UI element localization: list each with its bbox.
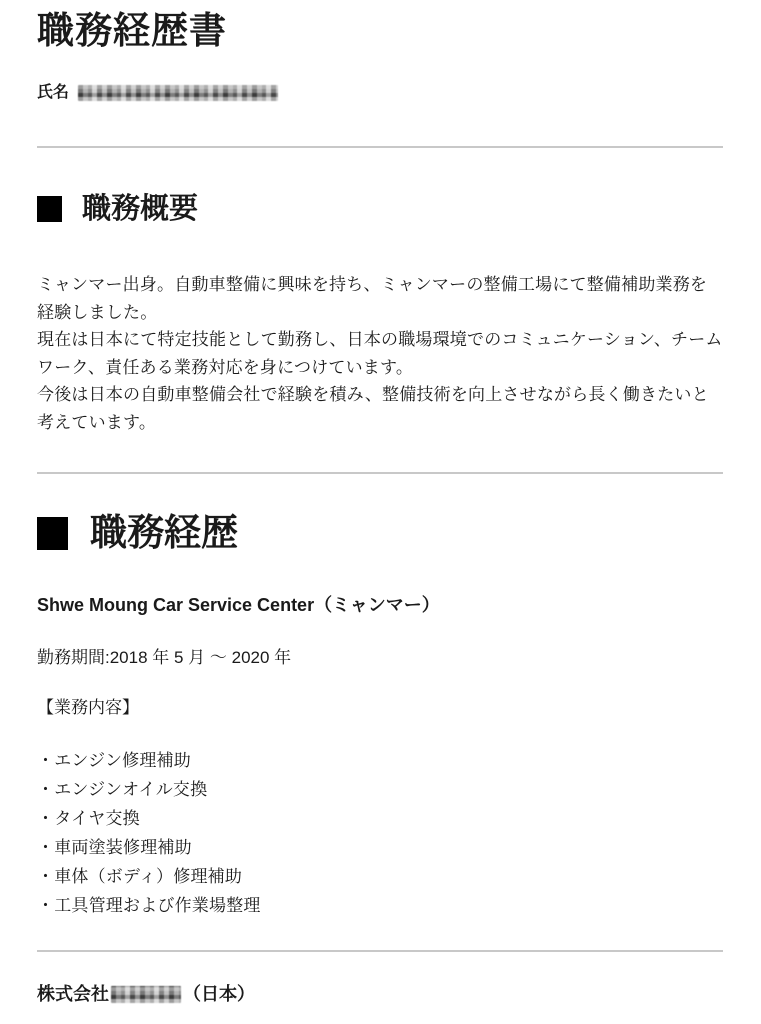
summary-paragraphs [37, 271, 723, 436]
name-label: 氏名 [37, 84, 70, 101]
section-divider [37, 472, 723, 474]
duty-item: ・タイヤ交換 [37, 809, 140, 828]
name-row [37, 83, 723, 102]
company-name-row [37, 983, 723, 1006]
company-name: Shwe Moung Car Service Center（ミャンマー） [37, 595, 440, 615]
employment-period: 勤務期間:2018 年 5 月 ～ 2020 年 [37, 648, 292, 667]
redacted-company-block [111, 986, 181, 1003]
summary-paragraph: 現在は日本にて特定技能として勤務し、日本の職場環境でのコミュニケーション、チームワーク、責任ある業務対応を身につけています。 [37, 330, 723, 377]
page-title: 職務経歴書 [37, 10, 227, 51]
summary-section-heading [37, 190, 723, 228]
company-name-suffix: （日本） [183, 984, 255, 1004]
square-bullet-icon [37, 196, 62, 222]
summary-paragraph: ミャンマー出身。自動車整備に興味を持ち、ミャンマーの整備工場にて整備補助業務を経験しました。 [37, 275, 708, 322]
company-name-prefix: 株式会社 [37, 984, 109, 1004]
duties-list [37, 746, 723, 920]
redacted-name-block [78, 85, 278, 101]
duty-item: ・車両塗装修理補助 [37, 838, 192, 857]
duty-item: ・車体（ボディ）修理補助 [37, 867, 243, 886]
summary-paragraph: 今後は日本の自動車整備会社で経験を積み、整備技術を向上させながら長く働きたいと考えています。 [37, 385, 709, 432]
career-section-heading [37, 508, 723, 558]
duty-item: ・エンジン修理補助 [37, 751, 191, 770]
duties-heading: 【業務内容】 [37, 698, 139, 717]
square-bullet-icon [37, 517, 68, 550]
career-heading-label: 職務経歴 [90, 512, 238, 553]
duty-item: ・工具管理および作業場整理 [37, 896, 261, 915]
duty-item: ・エンジンオイル交換 [37, 780, 208, 799]
section-divider [37, 146, 723, 148]
section-divider [37, 950, 723, 952]
summary-heading-label: 職務概要 [82, 193, 199, 225]
